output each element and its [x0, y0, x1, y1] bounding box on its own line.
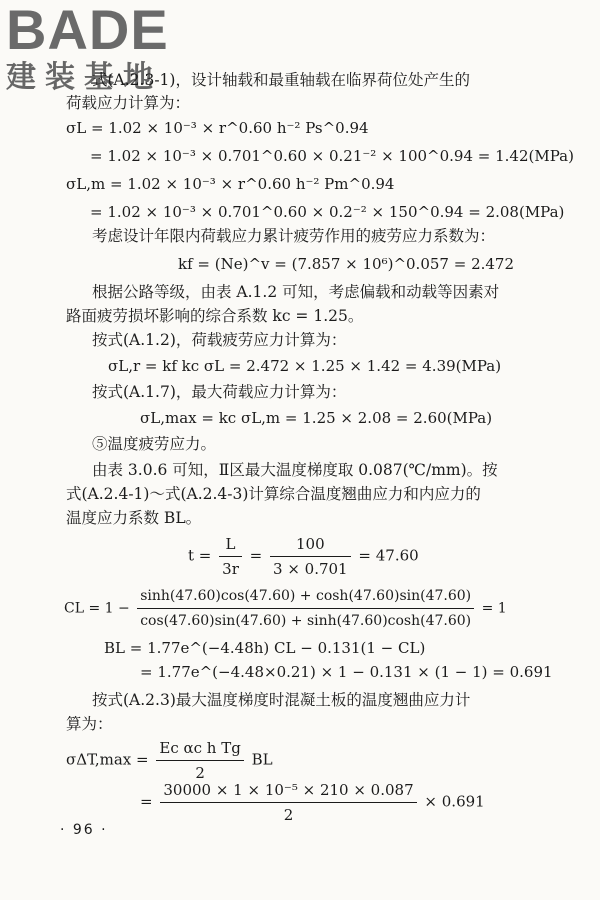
- text-line: 路面疲劳损坏影响的综合系数 kc = 1.25。: [66, 307, 364, 325]
- formula-rhs: = 47.60: [358, 546, 419, 565]
- fraction-denominator: 2: [283, 806, 294, 824]
- logo-subtext: 建装基地: [6, 60, 162, 95]
- text-line: ⑤温度疲劳应力。: [92, 435, 217, 453]
- formula-line: σL,m = 1.02 × 10⁻³ × r^0.60 h⁻² Pm^0.94: [66, 175, 395, 193]
- fraction-numerator: 100: [270, 534, 351, 557]
- text-line: 按式(A.1.7)，最大荷载应力计算为：: [92, 383, 347, 401]
- fraction-denominator: 3 × 0.701: [273, 560, 348, 578]
- formula-lhs: t =: [188, 546, 212, 565]
- formula-line: kf = (Ne)^v = (7.857 × 10⁶)^0.057 = 2.472: [178, 255, 515, 273]
- text-line: 算为：: [66, 715, 113, 733]
- text-line: 式(A.2.4-1)～式(A.2.4-3)计算综合温度翘曲应力和内应力的: [66, 485, 481, 503]
- formula-rhs: × 0.691: [424, 792, 485, 811]
- formula-rhs: BL: [251, 750, 273, 769]
- fraction: [156, 738, 243, 783]
- formula-line: BL = 1.77e^(−4.48h) CL − 0.131(1 − CL): [104, 639, 426, 657]
- text-line: 由表 3.0.6 可知，Ⅱ区最大温度梯度取 0.087(℃/mm)。按: [92, 461, 498, 479]
- formula-sigma-dt: [66, 738, 273, 783]
- formula-line: σL,max = kc σL,m = 1.25 × 2.08 = 2.60(MPa): [140, 409, 493, 427]
- fraction: [270, 534, 351, 579]
- formula-lhs: =: [140, 792, 153, 811]
- formula-rhs: = 1: [481, 600, 507, 617]
- formula-lhs: CL = 1 −: [64, 600, 130, 617]
- fraction: [137, 586, 474, 631]
- formula-line: = 1.77e^(−4.48×0.21) × 1 − 0.131 × (1 − 1) = 0.691: [140, 663, 553, 681]
- text-line: 根据公路等级，由表 A.1.2 可知，考虑偏载和动载等因素对: [92, 283, 500, 301]
- text-line: 温度应力系数 BL。: [66, 509, 202, 527]
- fraction-numerator: L: [219, 534, 242, 557]
- fraction: [219, 534, 242, 579]
- formula-line: σL,r = kf kc σL = 2.472 × 1.25 × 1.42 = 4.39(MPa): [108, 357, 502, 375]
- formula-t: [188, 534, 419, 579]
- fraction-numerator: sinh(47.60)cos(47.60) + cosh(47.60)sin(47.60): [137, 586, 474, 609]
- text-line: 按式(A.1.2)，荷载疲劳应力计算为：: [92, 331, 347, 349]
- formula-sigma-dt-value: [140, 780, 485, 825]
- text-line: 荷载应力计算为：: [66, 94, 191, 112]
- fraction-denominator: 3r: [222, 560, 239, 578]
- fraction-denominator: 2: [195, 764, 205, 782]
- formula-eq: =: [249, 546, 263, 565]
- fraction-numerator: 30000 × 1 × 10⁻⁵ × 210 × 0.087: [160, 780, 416, 803]
- fraction-numerator: Ec αc h Tg: [156, 738, 243, 761]
- logo-text: BADE: [6, 0, 169, 61]
- text-line: 考虑设计年限内荷载应力累计疲劳作用的疲劳应力系数为：: [92, 227, 496, 245]
- fraction: [160, 780, 416, 825]
- formula-line: = 1.02 × 10⁻³ × 0.701^0.60 × 0.2⁻² × 150^0.94 = 2.08(MPa): [90, 203, 565, 221]
- formula-line: = 1.02 × 10⁻³ × 0.701^0.60 × 0.21⁻² × 100^0.94 = 1.42(MPa): [90, 147, 574, 165]
- text-line: 式(A.2.3-1)，设计轴载和最重轴载在临界荷位处产生的: [92, 71, 470, 89]
- formula-lhs: σΔT,max =: [66, 750, 149, 769]
- fraction-denominator: cos(47.60)sin(47.60) + sinh(47.60)cosh(47.60): [140, 613, 472, 629]
- formula-line: σL = 1.02 × 10⁻³ × r^0.60 h⁻² Ps^0.94: [66, 119, 369, 137]
- formula-cl: [64, 586, 507, 631]
- page-number: · 96 ·: [60, 822, 108, 838]
- text-line: 按式(A.2.3)最大温度梯度时混凝土板的温度翘曲应力计: [92, 691, 471, 709]
